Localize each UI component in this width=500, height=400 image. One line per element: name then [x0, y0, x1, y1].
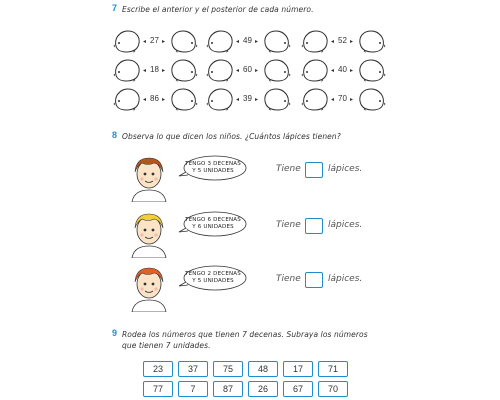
number-cell[interactable]: 75	[213, 361, 243, 377]
head-drawing	[357, 86, 387, 112]
arrow-right-icon: ▸	[350, 67, 354, 74]
answer-suffix: lápices.	[328, 220, 363, 230]
speech-bubble	[178, 210, 248, 240]
exercise-8-instruction: Observa lo que dicen los niños. ¿Cuántos lápices tienen?	[122, 132, 341, 141]
exercise-7-number: 7	[112, 3, 118, 13]
given-number: 70	[338, 94, 347, 103]
given-number: 18	[150, 65, 159, 74]
given-number: 86	[150, 94, 159, 103]
arrow-right-icon: ▸	[162, 67, 166, 74]
exercise-7-instruction: Escribe el anterior y el posterior de cada número.	[122, 5, 314, 14]
number-cell[interactable]: 48	[248, 361, 278, 377]
answer-box[interactable]	[305, 162, 323, 178]
answer-suffix: lápices.	[328, 274, 363, 284]
speech-text	[178, 271, 248, 285]
given-number: 60	[243, 65, 252, 74]
speech-text	[178, 217, 248, 231]
answer-line	[276, 220, 376, 238]
speech-line-2: Y 5 UNIDADES	[192, 168, 234, 174]
arrow-left-icon: ◂	[236, 67, 240, 74]
given-number: 40	[338, 65, 347, 74]
given-number: 49	[243, 36, 252, 45]
arrow-left-icon: ◂	[331, 38, 335, 45]
arrow-right-icon: ▸	[255, 38, 259, 45]
arrow-left-icon: ◂	[143, 67, 147, 74]
arrow-left-icon: ◂	[143, 38, 147, 45]
head-drawing	[112, 57, 142, 83]
answer-prefix: Tiene	[276, 220, 301, 230]
speech-bubble	[178, 264, 248, 294]
number-cell[interactable]: 17	[283, 361, 313, 377]
answer-line	[276, 164, 376, 182]
arrow-left-icon: ◂	[236, 38, 240, 45]
exercise-9-number-grid	[143, 361, 348, 397]
number-cell[interactable]: 71	[318, 361, 348, 377]
number-cell[interactable]: 67	[283, 381, 313, 397]
number-cell[interactable]: 70	[318, 381, 348, 397]
head-drawing	[262, 57, 292, 83]
head-drawing	[205, 57, 235, 83]
given-number: 52	[338, 36, 347, 45]
number-cell[interactable]: 7	[178, 381, 208, 397]
arrow-left-icon: ◂	[331, 96, 335, 103]
speech-bubble	[178, 154, 248, 184]
arrow-right-icon: ▸	[255, 96, 259, 103]
speech-line-1: TENGO 2 DECENAS	[185, 271, 241, 277]
answer-box[interactable]	[305, 272, 323, 288]
arrow-right-icon: ▸	[350, 96, 354, 103]
head-drawing	[357, 57, 387, 83]
number-cell[interactable]: 77	[143, 381, 173, 397]
arrow-right-icon: ▸	[350, 38, 354, 45]
arrow-left-icon: ◂	[331, 67, 335, 74]
number-cell[interactable]: 23	[143, 361, 173, 377]
head-drawing	[300, 86, 330, 112]
exercise-9-instruction-line1: Rodea los números que tienen 7 decenas. Subraya los números	[122, 330, 368, 339]
head-drawing	[300, 57, 330, 83]
head-drawing	[262, 28, 292, 54]
child-illustration	[124, 262, 174, 312]
child-illustration	[124, 208, 174, 258]
given-number: 27	[150, 36, 159, 45]
head-drawing	[300, 28, 330, 54]
head-drawing	[112, 28, 142, 54]
speech-line-2: Y 6 UNIDADES	[192, 224, 234, 230]
speech-line-2: Y 5 UNIDADES	[192, 278, 234, 284]
number-cell[interactable]: 37	[178, 361, 208, 377]
head-drawing	[169, 28, 199, 54]
answer-suffix: lápices.	[328, 164, 363, 174]
answer-prefix: Tiene	[276, 274, 301, 284]
arrow-right-icon: ▸	[162, 96, 166, 103]
speech-line-1: TENGO 3 DECENAS	[185, 161, 241, 167]
head-drawing	[205, 28, 235, 54]
speech-line-1: TENGO 6 DECENAS	[185, 217, 241, 223]
head-drawing	[169, 86, 199, 112]
answer-box[interactable]	[305, 218, 323, 234]
head-drawing	[169, 57, 199, 83]
child-illustration	[124, 152, 174, 202]
head-drawing	[112, 86, 142, 112]
head-drawing	[205, 86, 235, 112]
number-cell[interactable]: 87	[213, 381, 243, 397]
head-drawing	[262, 86, 292, 112]
given-number: 39	[243, 94, 252, 103]
exercise-9-instruction-line2: que tienen 7 unidades.	[122, 341, 211, 350]
arrow-left-icon: ◂	[236, 96, 240, 103]
exercise-8-number: 8	[112, 130, 118, 140]
arrow-right-icon: ▸	[255, 67, 259, 74]
arrow-left-icon: ◂	[143, 96, 147, 103]
speech-text	[178, 161, 248, 175]
exercise-9-number: 9	[112, 328, 118, 338]
arrow-right-icon: ▸	[162, 38, 166, 45]
head-drawing	[357, 28, 387, 54]
number-cell[interactable]: 26	[248, 381, 278, 397]
answer-line	[276, 274, 376, 292]
answer-prefix: Tiene	[276, 164, 301, 174]
